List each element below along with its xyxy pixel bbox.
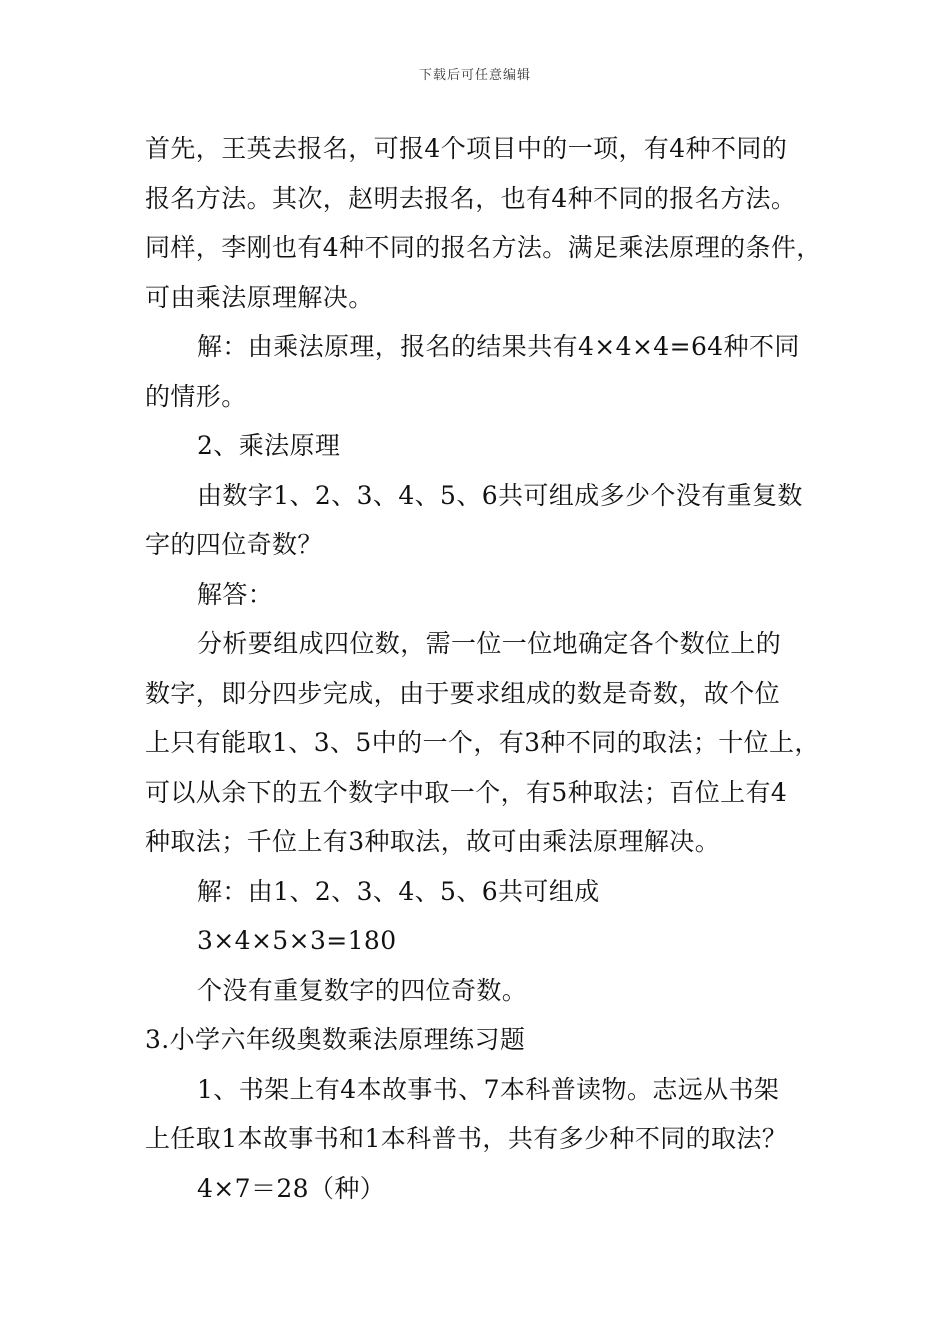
document-body (145, 124, 825, 1213)
text-line: 分析要组成四位数，需一位一位地确定各个数位上的 (197, 629, 782, 658)
text-line: 1、书架上有4本故事书、7本科普读物。志远从书架 (197, 1074, 780, 1104)
text-line: 同样，李刚也有4种不同的报名方法。满足乘法原理的条件， (145, 233, 822, 262)
text-line: 2、乘法原理 (197, 431, 341, 460)
text-line: 报名方法。其次，赵明去报名，也有4种不同的报名方法。 (145, 183, 797, 213)
text-line: 由数字1、2、3、4、5、6共可组成多少个没有重复数 (197, 480, 803, 510)
text-line: 解答： (197, 579, 274, 609)
text-line: 4×7＝28（种） (197, 1173, 386, 1203)
text-line: 的情形。 (145, 381, 247, 411)
text-line: 上任取1本故事书和1本科普书，共有多少种不同的取法？ (145, 1124, 788, 1153)
text-line: 字的四位奇数？ (145, 530, 323, 559)
text-line: 3.小学六年级奥数乘法原理练习题 (145, 1025, 526, 1054)
text-line: 个没有重复数字的四位奇数。 (197, 975, 528, 1005)
page-header: 下载后可任意编辑 (418, 68, 531, 83)
text-line: 解：由1、2、3、4、5、6共可组成 (197, 876, 600, 906)
text-line: 可由乘法原理解决。 (145, 282, 374, 312)
text-line: 种取法；千位上有3种取法，故可由乘法原理解决。 (145, 827, 721, 856)
text-line: 上只有能取1、3、5中的一个，有3种不同的取法；十位上， (145, 728, 820, 757)
text-line: 数字，即分四步完成，由于要求组成的数是奇数，故个位 (145, 678, 781, 708)
text-line: 3×4×5×3=180 (197, 926, 397, 955)
text-line: 解：由乘法原理，报名的结果共有4×4×4=64种不同 (197, 332, 800, 361)
text-line: 首先，王英去报名，可报4个项目中的一项，有4种不同的 (145, 134, 788, 163)
text-line: 可以从余下的五个数字中取一个，有5种取法；百位上有4 (145, 777, 788, 807)
